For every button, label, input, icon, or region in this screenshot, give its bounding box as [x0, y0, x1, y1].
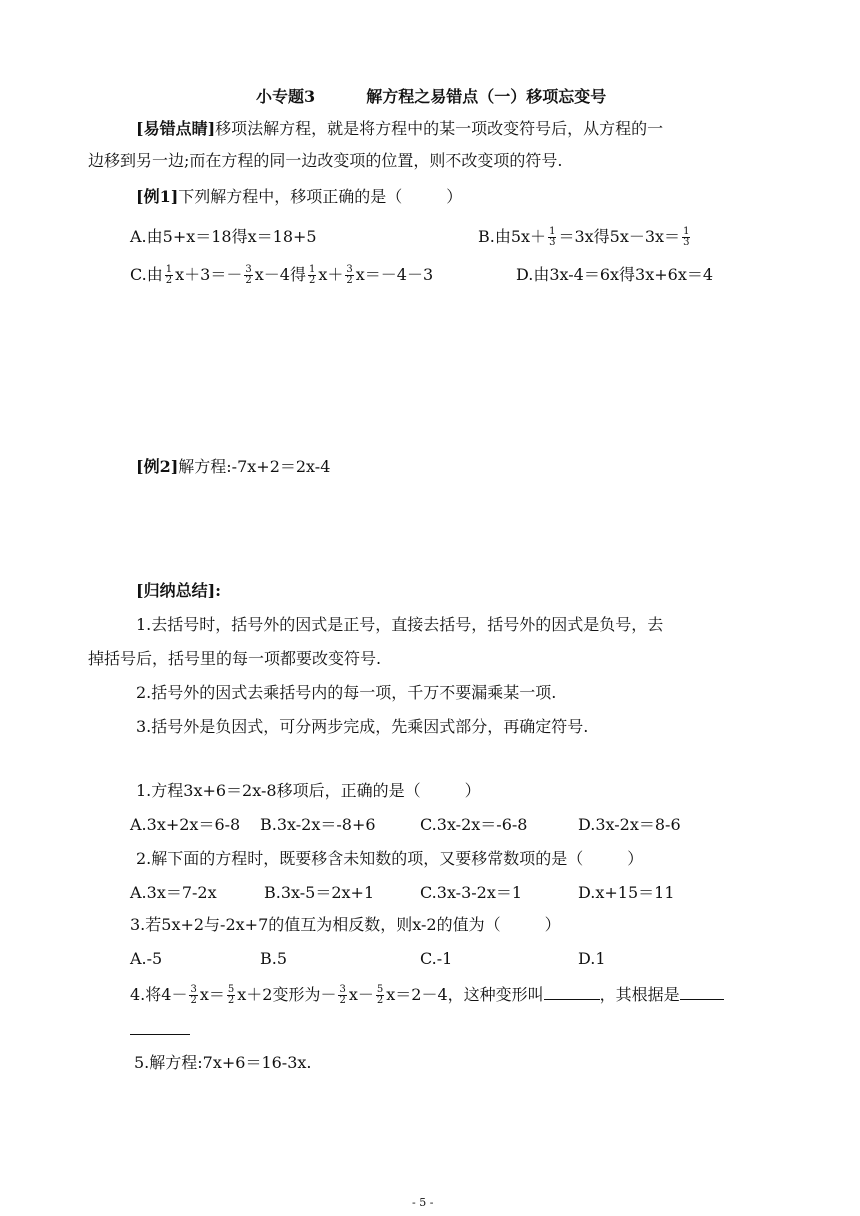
q4-d: x＝2－4，这种变形叫: [386, 985, 544, 1004]
q1-stem: [136, 780, 481, 802]
q1-close: ）: [464, 781, 481, 800]
frac-den: 2: [190, 995, 197, 1006]
summary-p2: 2.括号外的因式去乘括号内的每一项，千万不要漏乘某一项.: [136, 683, 557, 702]
q2-close: ）: [627, 849, 644, 868]
frac-den: 2: [245, 275, 252, 286]
fraction-1-3: [682, 227, 690, 248]
tip-line-2: 边移到另一边;而在方程的同一边改变项的位置，则不改变项的符号.: [88, 151, 563, 170]
frac-den: 2: [376, 995, 384, 1006]
tip-line-1: [136, 118, 663, 140]
fraction-3-2: [244, 265, 252, 286]
fraction-1-2: [165, 265, 173, 286]
summary-p1b: 掉括号后，括号里的每一项都要改变符号.: [88, 649, 382, 668]
q2-option-a: A.3x＝7-2x: [130, 883, 217, 902]
frac-den: 2: [308, 275, 316, 286]
q4-a: x＝: [199, 985, 225, 1004]
frac-num: 1: [165, 264, 173, 275]
frac-num: 3: [339, 984, 346, 995]
fraction-1-2: [308, 265, 316, 286]
ex1-tag: [例1]: [136, 187, 179, 206]
q1-option-d: D.3x-2x＝8-6: [578, 815, 681, 834]
title-left: 小专题3: [256, 87, 316, 106]
ex1-b-pre: B.由5x＋: [478, 227, 547, 246]
frac-num: 1: [549, 226, 556, 237]
q1-stem-text: 1.方程3x+6＝2x-8移项后，正确的是（: [136, 781, 421, 800]
ex1-option-d: D.由3x-4＝6x得3x+6x＝4: [516, 265, 714, 284]
ex2: [136, 456, 330, 478]
page-number: - 5 -: [412, 1196, 434, 1209]
tip-text-1: 移项法解方程，就是将方程中的某一项改变符号后，从方程的一: [215, 119, 664, 138]
q2-option-d: D.x+15＝11: [578, 883, 675, 902]
fraction-3-2: [345, 265, 353, 286]
ex1-c-d: x＝－4－3: [355, 265, 434, 284]
q2-option-b: B.3x-5＝2x+1: [264, 883, 375, 902]
title-right: 解方程之易错点（一）移项忘变号: [366, 87, 607, 106]
frac-num: 1: [308, 264, 316, 275]
frac-num: 3: [245, 264, 252, 275]
ex2-tag: [例2]: [136, 457, 179, 476]
q4-c: x－: [348, 985, 374, 1004]
summary-p1a: 1.去括号时，括号外的因式是正号，直接去括号，括号外的因式是负号，去: [136, 615, 664, 634]
ex1-option-a: A.由5+x＝18得x＝18+5: [130, 227, 317, 246]
fraction-5-2: [227, 985, 235, 1006]
fraction-1-3: [548, 227, 556, 248]
ex1-stem-text: 下列解方程中，移项正确的是（: [178, 187, 403, 206]
ex1-c-a: x＋3＝－: [175, 265, 243, 284]
frac-num: 1: [683, 226, 690, 237]
q3-close: ）: [544, 915, 561, 934]
fraction-3-2: [338, 985, 346, 1006]
q4-answer-blank-continued[interactable]: [130, 1034, 190, 1035]
frac-den: 2: [227, 995, 235, 1006]
q4-pre: 4.将4－: [130, 985, 188, 1004]
frac-num: 3: [190, 984, 197, 995]
q3-option-b: B.5: [260, 949, 288, 968]
q1-option-b: B.3x-2x＝-8+6: [260, 815, 376, 834]
fraction-3-2: [189, 985, 197, 1006]
frac-den: 2: [339, 995, 346, 1006]
frac-num: 3: [346, 264, 353, 275]
ex1-option-c: [130, 264, 433, 286]
frac-den: 2: [165, 275, 173, 286]
q2-option-c: C.3x-3-2x＝1: [420, 883, 523, 902]
frac-den: 3: [683, 237, 690, 248]
fraction-5-2: [376, 985, 384, 1006]
ex1-c-pre: C.由: [130, 265, 163, 284]
tip-tag: [易错点睛]: [136, 119, 216, 138]
frac-num: 5: [227, 984, 235, 995]
q3-option-d: D.1: [578, 949, 606, 968]
q3-option-a: A.-5: [130, 949, 163, 968]
q1-option-c: C.3x-2x＝-6-8: [420, 815, 528, 834]
q3-stem: [130, 914, 561, 936]
ex1-b-mid: ＝3x得5x－3x＝: [558, 227, 681, 246]
q4-e: ，其根据是: [599, 985, 680, 1004]
ex1-stem: [136, 186, 462, 208]
q2-stem: [136, 848, 643, 870]
ex1-c-c: x＋: [318, 265, 344, 284]
ex2-text: 解方程:-7x+2＝2x-4: [178, 457, 331, 476]
ex1-option-b: [478, 226, 692, 248]
q2-stem-text: 2.解下面的方程时，既要移含未知数的项，又要移常数项的是（: [136, 849, 584, 868]
summary-tag: [归纳总结]:: [136, 581, 222, 600]
q4-b: x＋2变形为－: [237, 985, 337, 1004]
ex1-c-b: x－4得: [254, 265, 306, 284]
q3-option-c: C.-1: [420, 949, 453, 968]
q4-answer-blank-1[interactable]: [544, 985, 600, 1000]
ex1-close: ）: [446, 187, 463, 206]
q4: [130, 984, 724, 1006]
summary-p3: 3.括号外是负因式，可分两步完成，先乘因式部分，再确定符号.: [136, 717, 589, 736]
frac-num: 5: [376, 984, 384, 995]
q1-option-a: A.3x+2x＝6-8: [130, 815, 241, 834]
q3-stem-text: 3.若5x+2与-2x+7的值互为相反数，则x-2的值为（: [130, 915, 501, 934]
frac-den: 3: [549, 237, 556, 248]
frac-den: 2: [346, 275, 353, 286]
q5: 5.解方程:7x+6＝16-3x.: [134, 1053, 312, 1072]
q4-answer-blank-2[interactable]: [680, 985, 724, 1000]
